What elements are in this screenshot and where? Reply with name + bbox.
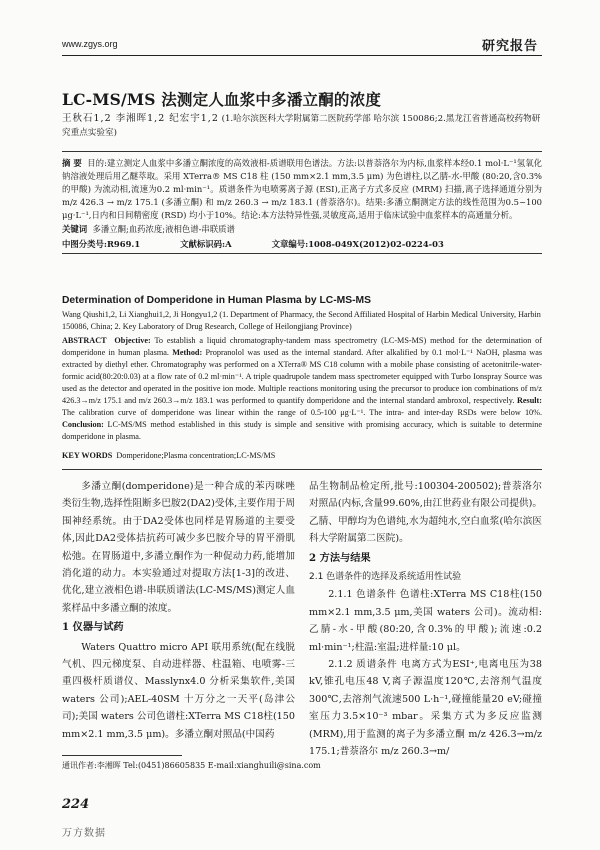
footnote-rule (62, 755, 182, 756)
result-label: Result: (516, 396, 542, 405)
authors-cn: 王秋石1,2 李湘晖1,2 纪宏宇1,2 (62, 113, 219, 124)
keywords-cn-text: 多潘立酮;血药浓度;液相色谱-串联质谱 (92, 224, 235, 234)
journal-url: www.zgys.org (62, 39, 118, 49)
keywords-cn (62, 223, 542, 235)
objective-label: Objective: (114, 336, 151, 345)
en-keywords-text: Domperidone;Plasma concentration;LC-MS/MS (116, 451, 276, 460)
section-heading-1: 1 仪器与试药 (62, 621, 124, 634)
conclusion-text: LC-MS/MS method established in this study is simple and sensitive with promising accuracy, which is suitable to determine domperidone in plasma. (62, 420, 542, 441)
mass-spec-conditions: 2.1.2 质谱条件 电离方式为ESI⁺,电离电压为38 kV,锥孔电压48 V,离子源温度120℃,去溶剂气温度300℃,去溶剂气流速500 L·h⁻¹,碰撞能量20 eV;碰撞室压力3.5×10⁻³ mbar。采集方式为多反应监测(MRM),用于监测的离子为多潘立酮 m/z 426.3→m/z 175.1;普萘洛尔 m/z 260.3→m/ (309, 659, 542, 758)
corresponding-author: 通讯作者:李湘晖 Tel:(0451)86605835 E-mail:xianghuili@sina.com (62, 761, 321, 770)
authors-block (62, 112, 542, 140)
separator-top (62, 151, 542, 152)
english-keywords (62, 451, 542, 460)
materials-continued: 品生物制品检定所,批号:100304-200502);普萘洛尔对照品(内标,含量99.60%,由江世药业有限公司提供)。乙腈、甲醇均为色谱纯,水为超纯水,空白血浆(哈尔滨医科大学附属第二医院)。 (309, 481, 542, 545)
watermark: 万方数据 (62, 828, 106, 839)
doc-code: 文献标识码:A (180, 239, 232, 249)
instruments-paragraph: Waters Quattro micro API 联用系统(配在线脱气机、四元梯度泵、自动进样器、柱温箱、电喷雾-三重四极杆质谱仪、Masslynx4.0 分析采集软件,美国 waters 公司);AEL-40SM 十万分之一天平(岛津公司);美国 waters 公司色谱柱:XTerra MS C18柱(150 mm×2.1 mm,3.5 μm)。多潘立酮对照品(中国药 (62, 641, 295, 740)
en-keywords-label: KEY WORDS (62, 451, 113, 460)
page-number: 224 (62, 797, 90, 812)
method-text: Propranolol was used as the internal standard. After alkalified by 0.1 mol·L⁻¹ NaOH, plasma was extracted by diethyl ether. Chromatography was performed on a XTerra® MS C18 column with a mobile phase consisting of acetonitrile-water-formic acid(80:20:0.03) at a flow rate of 0.2 ml·min⁻¹. A triple quadrupole tandem mass spectrometer equipped with Turbo Ionspray Source was used as the detector and operated in the positive ion mode. Multiple reactions monitoring using the precursor to produce ion combinations of m/z 426.3→m/z 175.1 and m/z 260.3→m/z 183.1 was performed to quantify domperidone and the internal standard ambroxol, respectively. (62, 348, 543, 405)
subsection-heading-2-1: 2.1 色谱条件的选择及系统适用性试验 (309, 572, 462, 583)
result-text: The calibration curve of domperidone was linear within the range of 0.5-100 μg·L⁻¹. The intra- and inter-day RSDs were below 10%. (62, 408, 542, 417)
article-number: 文章编号:1008-049X(2012)02-0224-03 (271, 239, 444, 249)
abstract-cn (62, 157, 542, 222)
header-rule (62, 55, 542, 56)
abstract-cn-label: 摘 要 (62, 158, 82, 168)
body-column-right (309, 478, 542, 761)
english-authors: Wang Qiushi1,2, Li Xianghui1,2, Ji Hongyu1,2 (1. Department of Pharmacy, the Second Affiliated Hospital of Harbin Medical University, Harbin 150086, China; 2. Key Laboratory of Drug Research, College of Heilongjiang Province) (62, 310, 541, 331)
body-column-left (62, 478, 295, 743)
affiliation-cn: (1.哈尔滨医科大学附属第二医院药学部 哈尔滨 150086;2.黑龙江省普通高校药物研究重点实验室) (62, 114, 541, 138)
section-label: 研究报告 (482, 39, 539, 54)
clc-number: 中图分类号:R969.1 (62, 239, 141, 249)
separator-bottom (62, 469, 542, 470)
paper-title: LC-MS/MS 法测定人血浆中多潘立酮的浓度 (62, 90, 382, 109)
english-title: Determination of Domperidone in Human Plasma by LC-MS-MS (62, 295, 371, 306)
en-abstract-label: ABSTRACT (62, 336, 107, 345)
english-abstract (62, 335, 542, 443)
chromatography-conditions: 2.1.1 色谱条件 色谱柱:XTerra MS C18柱(150 mm×2.1 mm,3.5 μm,美国 waters 公司)。流动相:乙腈-水-甲酸(80:20,含0.3%的甲酸);流速:0.2 ml·min⁻¹;柱温:室温;进样量:10 μl。 (309, 589, 542, 653)
method-label: Method: (172, 348, 203, 357)
abstract-cn-text: 目的:建立测定人血浆中多潘立酮浓度的高效液相-质谱联用色谱法。方法:以普萘洛尔为内标,血浆样本经0.1 mol·L⁻¹氢氧化钠溶液处理后用乙醚萃取。采用 XTerra® MS C18 柱 (150 mm×2.1 mm,3.5 μm) 为色谱柱,以乙腈-水-甲酸 (80:20,含0.3%的甲酸) 为流动相,流速为0.2 ml·min⁻¹。质谱条件为电喷雾离子源 (ESI),正离子方式多反应 (MRM) 扫描,离子选择通道分别为 m/z 426.3 → m/z 175.1 (多潘立酮) 和 m/z 260.3 → m/z 183.1 (普萘洛尔)。结果:多潘立酮测定方法的线性范围为0.5~100 μg·L⁻¹,日内和日间精密度 (RSD) 均小于10%。结论:本方法特异性强,灵敏度高,适用于临床试验中血浆样本的高通量分析。 (62, 158, 543, 220)
objective-text: To establish a liquid chromatography-tandem mass spectrometry (LC-MS-MS) method for the determination of domperidone in human plasma. (62, 336, 542, 357)
intro-paragraph: 多潘立酮(domperidone)是一种合成的苯丙咪唑类衍生物,选择性阻断多巴胺2(DA2)受体,主要作用于周围神经系统。由于DA2受体也同样是胃肠道的主要受体,因此DA2受体拮抗药可减少多巴胺介导的胃平滑肌松弛。在胃肠道中,多潘立酮作为一种促动力药,能增加消化道的动力。本实验通过对提取方法[1-3]的改进、优化,建立液相色谱-串联质谱法(LC-MS/MS)测定人血浆样品中多潘立酮的浓度。 (62, 481, 295, 614)
classification-row (62, 238, 542, 250)
section-heading-2: 2 方法与结果 (309, 551, 371, 564)
separator-mid (62, 253, 542, 254)
keywords-cn-label: 关键词 (62, 224, 88, 234)
conclusion-label: Conclusion: (62, 420, 104, 429)
